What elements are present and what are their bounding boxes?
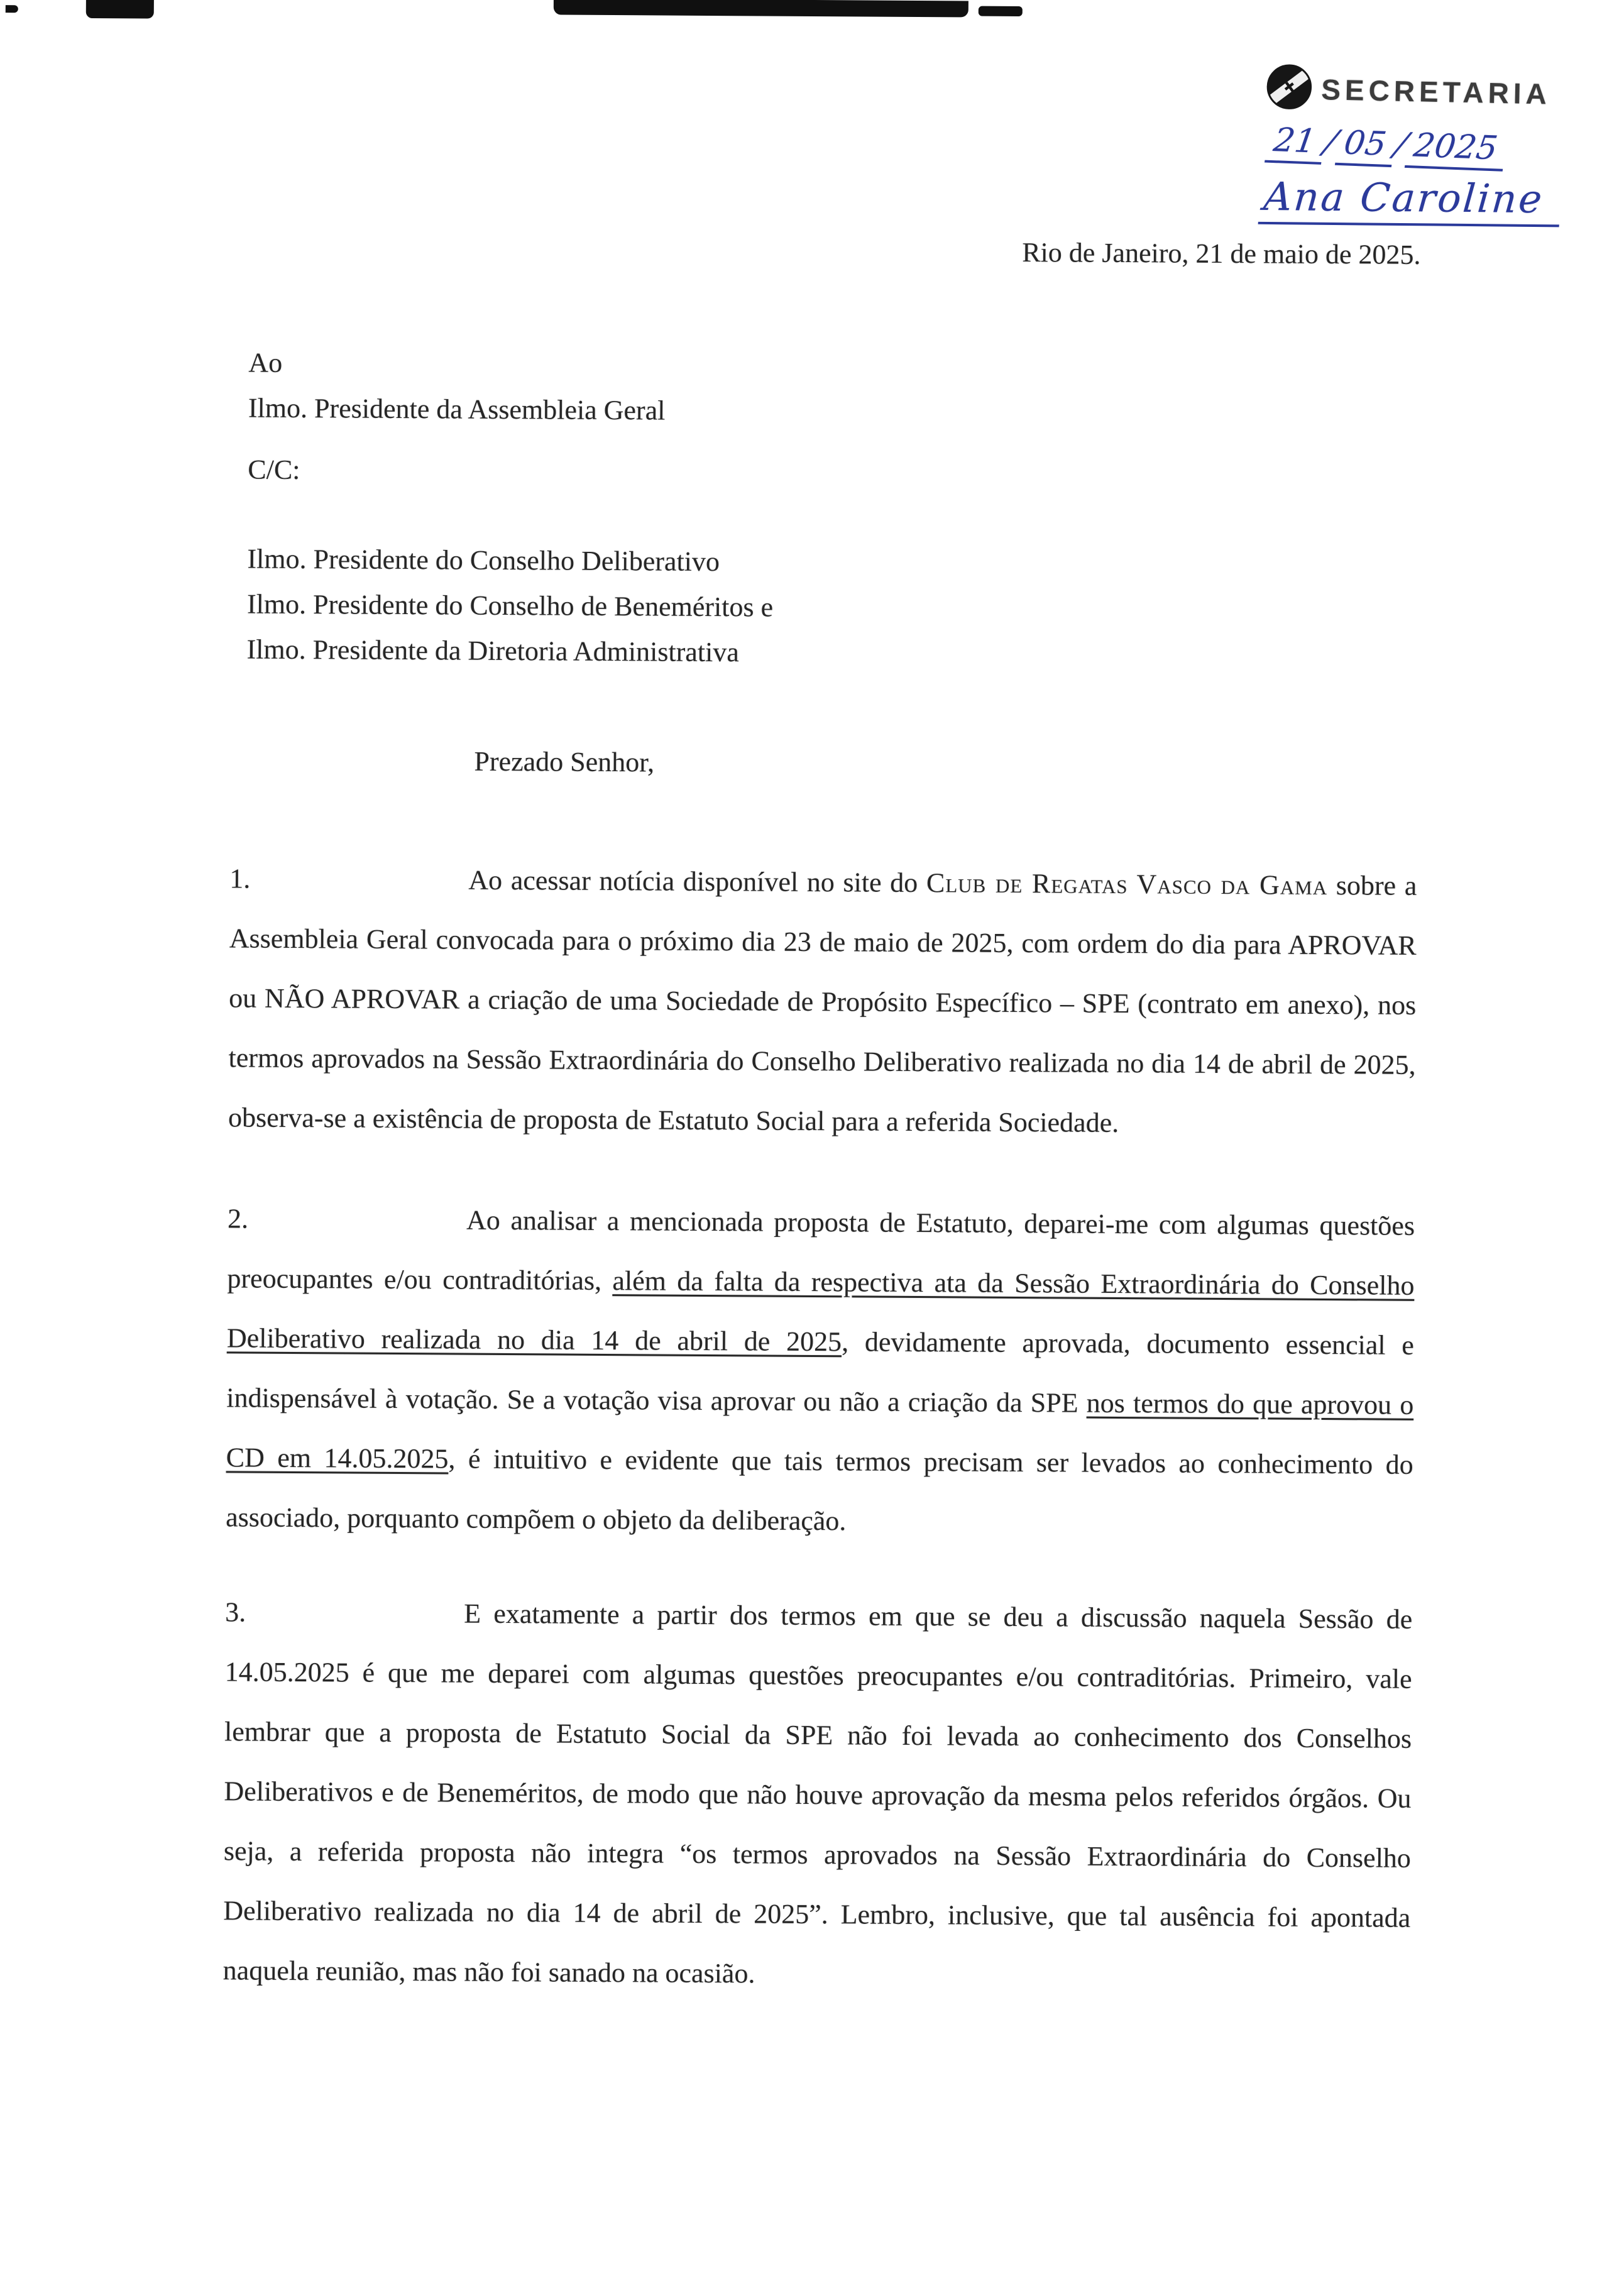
recipient-cc-line: Ilmo. Presidente do Conselho Deliberativo xyxy=(247,543,720,578)
letter-body xyxy=(222,849,1417,2008)
text-segment: sobre a Assembleia Geral convocada para o próximo dia 23 de maio de 2025, com ordem do dia para APROVAR ou NÃO APROVAR a criação de uma Sociedade de Propósito Específico – SPE (contrato em anexo), nos termos aprovados na Sessão Extraordinária do Conselho Deliberativo realizada no dia 14 de abril de 2025, observa-se a existência de proposta de Estatuto Social para a referida Sociedade. xyxy=(228,870,1417,1138)
stamp-label: SECRETARIA xyxy=(1320,72,1552,111)
paragraph xyxy=(222,1582,1412,2008)
recipient-cc-line: Ilmo. Presidente do Conselho de Beneméritos e xyxy=(246,588,774,623)
recipient-cc-line: Ilmo. Presidente da Diretoria Administrativa xyxy=(246,634,739,668)
handwritten-day: 21 xyxy=(1265,121,1327,165)
paragraph xyxy=(226,1189,1415,1554)
recipient-to: Ilmo. Presidente da Assembleia Geral xyxy=(248,392,666,426)
paragraph-number: 2. xyxy=(227,1203,249,1234)
date-separator: / xyxy=(1320,123,1342,162)
salutation: Prezado Senhor, xyxy=(474,745,655,778)
paragraph-number: 1. xyxy=(229,863,251,894)
paragraph-number: 3. xyxy=(225,1596,246,1628)
cc-list xyxy=(246,537,1418,679)
cc-label: C/C: xyxy=(248,454,300,486)
to-label: Ao xyxy=(248,347,283,378)
city-date-line: Rio de Janeiro, 21 de maio de 2025. xyxy=(1022,237,1421,270)
paragraph-text xyxy=(228,849,1417,1155)
date-separator: / xyxy=(1390,126,1412,164)
text-segment: E exatamente a partir dos termos em que se deu a discussão naquela Sessão de 14.05.2025 é que me deparei com algumas questões preocupantes e/ou contraditórias. Primeiro, vale lembrar que a proposta de Estatuto Social da SPE não foi levada ao conhecimento dos Conselhos Deliberativos e de Beneméritos, de modo que não houve aprovação da mesma pelos referidos órgãos. Ou seja, a referida proposta não integra “os termos aprovados na Sessão Extraordinária do Conselho Deliberativo realizada no dia 14 de abril de 2025”. Lembro, inclusive, que tal ausência foi apontada naquela reunião, mas não foi sanado na ocasião. xyxy=(222,1598,1413,1989)
smallcaps-text: Club de Regatas Vasco da Gama xyxy=(926,867,1328,901)
text-segment: , é intuitivo e evidente que tais termos precisam ser levados ao conhecimento do associado, porquanto compõem o objeto da deliberação. xyxy=(226,1443,1413,1537)
handwritten-signature: Ana Caroline xyxy=(1258,173,1563,228)
paragraph xyxy=(228,849,1417,1155)
text-segment: , devidamente aprovada, documento essencial e indispensável à votação. Se a votação visa aprovar ou não a criação da SPE xyxy=(226,1326,1415,1419)
handwritten-month: 05 xyxy=(1335,124,1398,167)
scan-artifact xyxy=(6,5,18,13)
underlined-text: além da falta da respectiva ata da Sessão Extraordinária do Conselho Deliberativo realizada no dia 14 de abril de 2025 xyxy=(226,1265,1415,1358)
text-segment: Ao acessar notícia disponível no site do xyxy=(468,864,927,899)
paragraph-text xyxy=(222,1582,1412,2008)
handwritten-year: 2025 xyxy=(1405,126,1509,172)
text-segment: Ao analisar a mencionada proposta de Estatuto, deparei-me com algumas questões preocupantes e/ou contraditórias, xyxy=(227,1204,1415,1297)
underlined-text: nos termos do que aprovou o CD em 14.05.2025 xyxy=(226,1387,1414,1475)
paragraph-text xyxy=(226,1189,1415,1554)
scan-artifact xyxy=(86,0,154,19)
letter xyxy=(222,0,1422,2008)
